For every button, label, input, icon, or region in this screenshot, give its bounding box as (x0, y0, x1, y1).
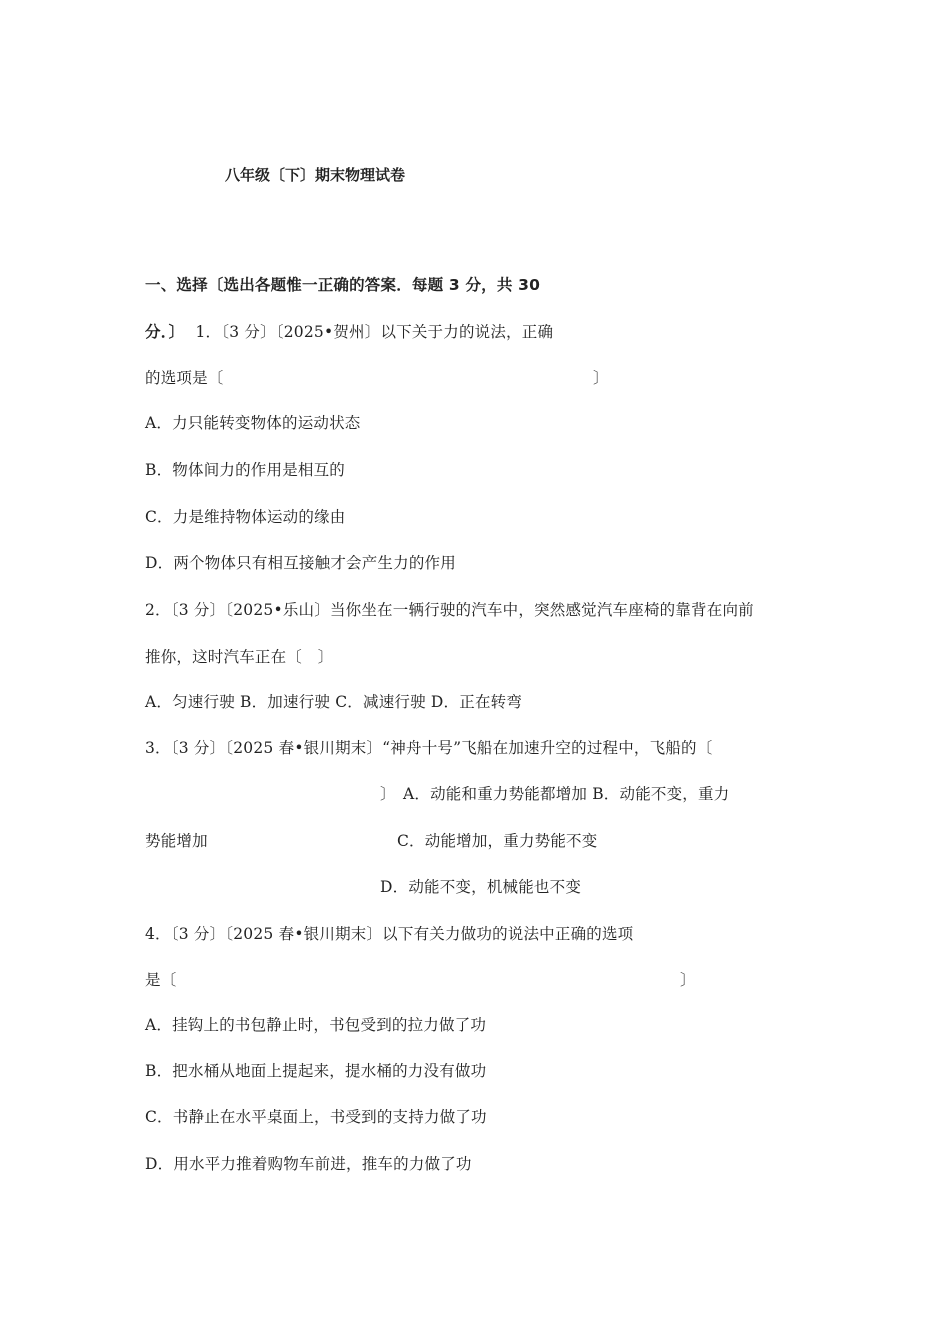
question-1-stem-line1 (145, 320, 553, 342)
question-3-option-d: D．动能不变，机械能也不变 (380, 878, 582, 896)
question-1-option-a: A．力只能转变物体的运动状态 (145, 414, 361, 432)
question-1-option-c: C．力是维持物体运动的缘由 (145, 508, 346, 526)
question-4-stem-suffix: 〕 (680, 971, 696, 989)
question-4-option-a: A．挂钩上的书包静止时，书包受到的拉力做了功 (145, 1016, 487, 1034)
section-heading: 一、选择〔选出各题惟一正确的答案．每题 3 分，共 30 (145, 276, 541, 294)
question-3-options-line3-left: 势能增加 (145, 832, 208, 850)
question-1-stem-prefix: 的选项是〔 (145, 369, 224, 387)
question-3-bracket: 〕 (380, 785, 396, 803)
question-4-option-d: D．用水平力推着购物车前进，推车的力做了功 (145, 1155, 472, 1173)
section-heading-cont: 分．〕 (145, 323, 185, 341)
question-2-stem-line1: 2．〔3 分〕〔2025•乐山〕当你坐在一辆行驶的汽车中，突然感觉汽车座椅的靠背在向前 (145, 601, 754, 619)
question-3-stem-line1: 3．〔3 分〕〔2025 春•银川期末〕“神舟十号”飞船在加速升空的过程中，飞船的〔 (145, 739, 713, 757)
question-1-option-d: D．两个物体只有相互接触才会产生力的作用 (145, 554, 456, 572)
question-1-stem: 1．〔3 分〕〔2025•贺州〕以下关于力的说法，正确 (195, 323, 554, 341)
question-1-option-b: B．物体间力的作用是相互的 (145, 461, 345, 479)
question-3-options-line2: A．动能和重力势能都增加 B．动能不变，重力 (403, 785, 730, 803)
question-4-stem-line1: 4．〔3 分〕〔2025 春•银川期末〕以下有关力做功的说法中正确的选项 (145, 925, 634, 943)
question-4-option-c: C．书静止在水平桌面上，书受到的支持力做了功 (145, 1108, 487, 1126)
question-4-stem-prefix: 是〔 (145, 971, 177, 989)
question-3-option-c: C．动能增加，重力势能不变 (397, 832, 598, 850)
question-1-stem-suffix: 〕 (593, 369, 609, 387)
question-2-stem-line2: 推你，这时汽车正在〔 〕 (145, 648, 334, 666)
question-2-options: A．匀速行驶 B．加速行驶 C．减速行驶 D．正在转弯 (145, 693, 523, 711)
question-4-option-b: B．把水桶从地面上提起来，提水桶的力没有做功 (145, 1062, 487, 1080)
exam-title: 八年级〔下〕期末物理试卷 (225, 166, 406, 184)
